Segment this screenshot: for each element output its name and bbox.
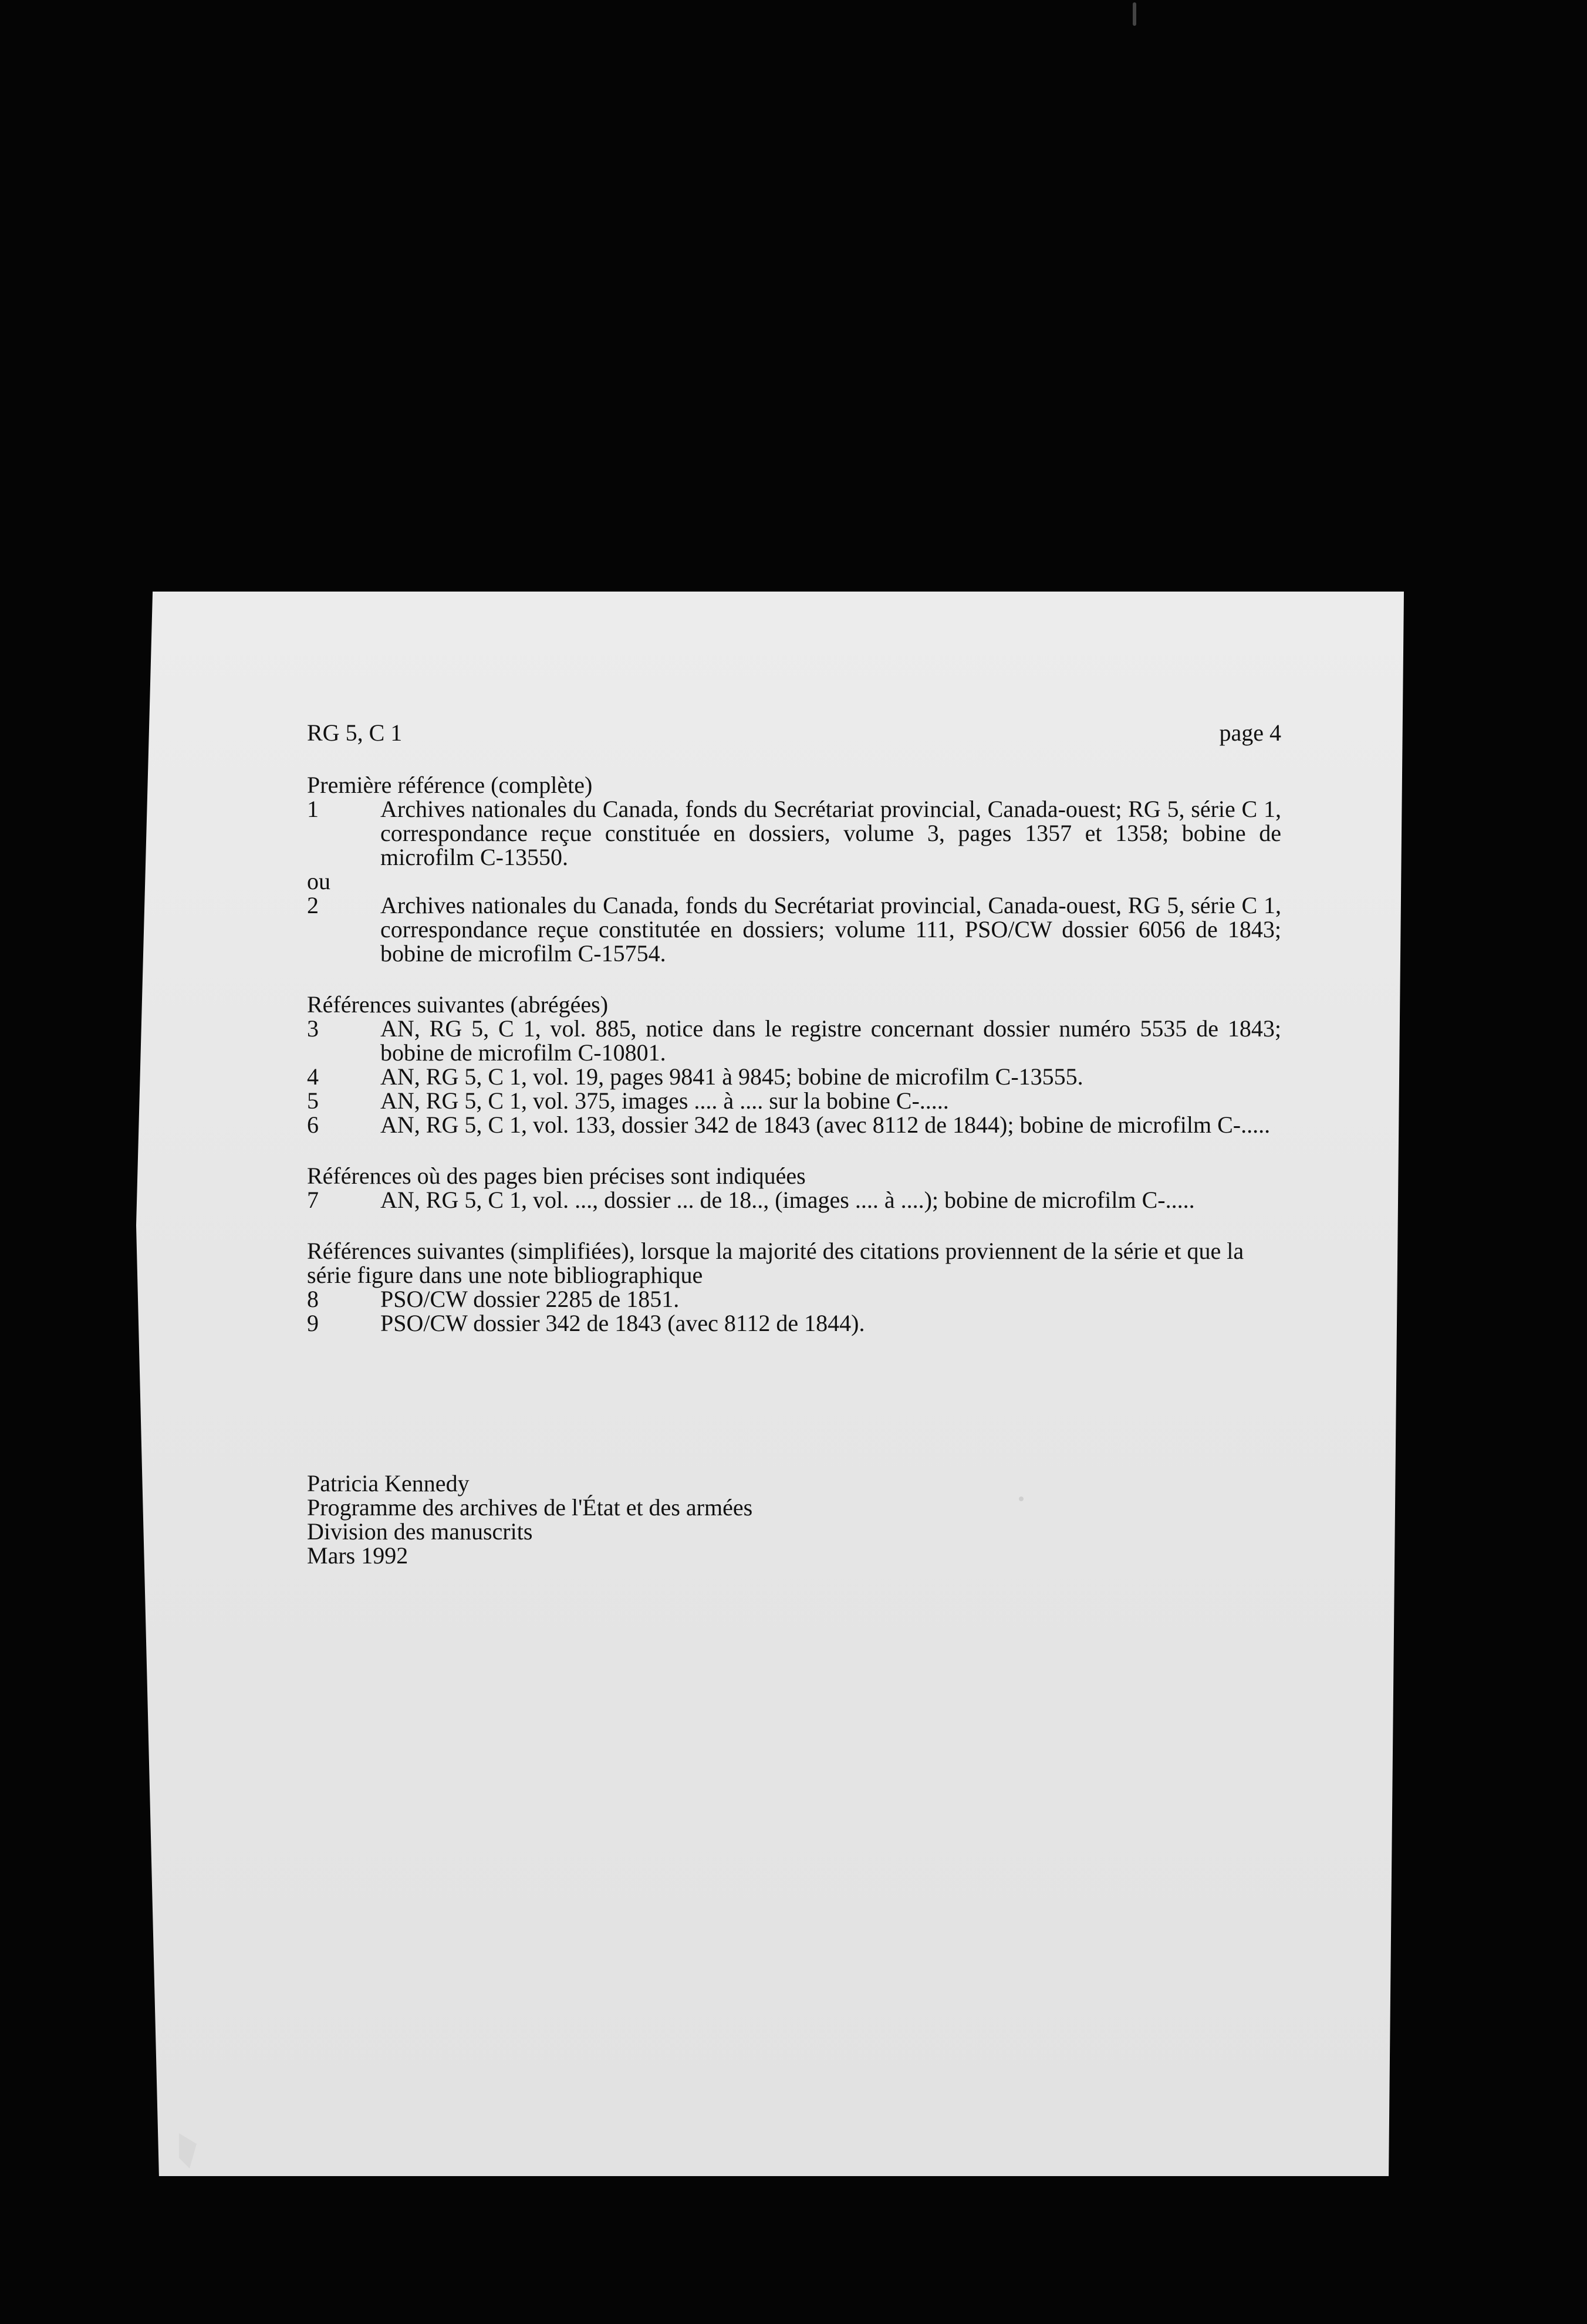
dust-speck <box>1133 2 1136 26</box>
reference-item <box>307 893 1281 965</box>
item-text: AN, RG 5, C 1, vol. 375, images .... à .... sur la bobine C-..... <box>380 1087 949 1114</box>
item-number: 5 <box>307 1087 319 1114</box>
section-title: Références suivantes (abrégées) <box>307 991 609 1018</box>
item-number: 8 <box>307 1286 319 1312</box>
section-first-reference <box>307 773 1281 965</box>
page-number: page 4 <box>1219 720 1281 746</box>
item-text: Archives nationales du Canada, fonds du Secrétariat provincial, Canada-ouest; RG 5, série C 1, correspondance reçue constituée en dossiers, volume 3, pages 1357 et 1358; bobine de microfilm C-13550. <box>380 796 1281 870</box>
item-number: 9 <box>307 1310 319 1336</box>
reference-code: RG 5, C 1 <box>307 720 403 746</box>
reference-item <box>307 797 1281 869</box>
item-text: AN, RG 5, C 1, vol. ..., dossier ... de 18.., (images .... à ....); bobine de microfilm C-..... <box>380 1187 1195 1213</box>
document-content <box>307 721 1281 1568</box>
author-program: Programme des archives de l'État et des armées <box>307 1494 753 1521</box>
section-simplified-references <box>307 1239 1281 1335</box>
item-number: 2 <box>307 892 319 918</box>
reference-item <box>307 1113 1281 1137</box>
reference-item <box>307 1188 1281 1212</box>
section-title: Références suivantes (simplifiées), lorsque la majorité des citations proviennent de la série et que la série figure dans une note bibliographique <box>307 1238 1244 1288</box>
page-header <box>307 721 1281 745</box>
section-title: Références où des pages bien précises sont indiquées <box>307 1163 806 1189</box>
item-number: 3 <box>307 1015 319 1042</box>
signature-block <box>307 1471 1281 1568</box>
item-number: 1 <box>307 796 319 822</box>
item-text: AN, RG 5, C 1, vol. 19, pages 9841 à 9845; bobine de microfilm C-13555. <box>380 1063 1083 1090</box>
reference-item <box>307 1089 1281 1113</box>
author-division: Division des manuscrits <box>307 1518 533 1545</box>
reference-item <box>307 1016 1281 1065</box>
item-text: PSO/CW dossier 342 de 1843 (avec 8112 de 1844). <box>380 1310 865 1336</box>
section-abbreviated-references <box>307 992 1281 1137</box>
item-number: 4 <box>307 1063 319 1090</box>
reference-item <box>307 1065 1281 1089</box>
reference-item <box>307 1311 1281 1335</box>
section-title: Première référence (complète) <box>307 772 593 798</box>
item-text: Archives nationales du Canada, fonds du Secrétariat provincial, Canada-ouest, RG 5, série C 1, correspondance reçue constitutée en dossiers; volume 111, PSO/CW dossier 6056 de 1843; bobine de microfilm C-15754. <box>380 892 1281 967</box>
author-name: Patricia Kennedy <box>307 1470 470 1497</box>
item-text: AN, RG 5, C 1, vol. 885, notice dans le registre concernant dossier numéro 5535 de 1843; bobine de microfilm C-10801. <box>380 1015 1281 1066</box>
item-number: 7 <box>307 1187 319 1213</box>
item-text: AN, RG 5, C 1, vol. 133, dossier 342 de 1843 (avec 8112 de 1844); bobine de microfilm C-..... <box>380 1112 1271 1138</box>
section-precise-pages <box>307 1164 1281 1212</box>
item-number: 6 <box>307 1112 319 1138</box>
item-text: PSO/CW dossier 2285 de 1851. <box>380 1286 680 1312</box>
connector-text: ou <box>307 868 330 894</box>
document-date: Mars 1992 <box>307 1542 408 1569</box>
reference-item <box>307 1287 1281 1311</box>
